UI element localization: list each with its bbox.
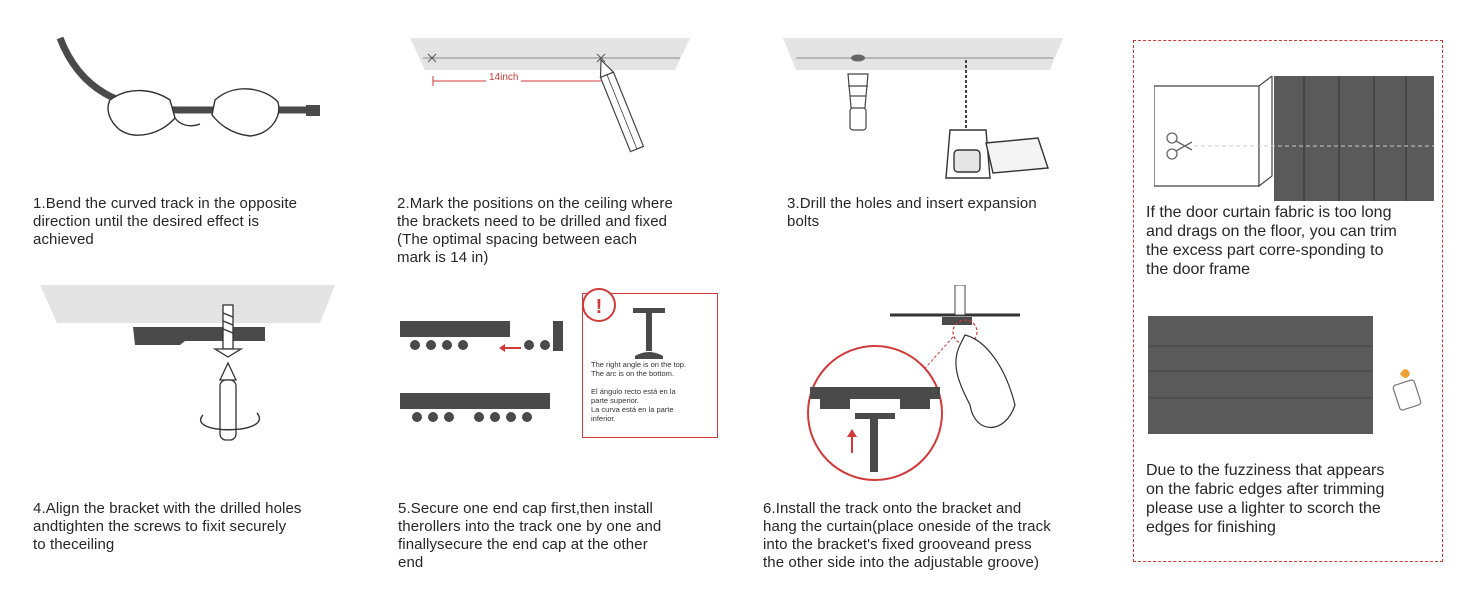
step5-illustration bbox=[395, 315, 575, 440]
step3-illustration bbox=[778, 38, 1068, 188]
drill-icon bbox=[946, 130, 1048, 178]
trimming-tips-box bbox=[1133, 40, 1443, 562]
expansion-bolt-icon bbox=[848, 74, 868, 130]
scorch-instructions: Due to the fuzziness that appears on the fabric edges after trimming please use a lighter to scorch the edges for finishing bbox=[1146, 462, 1385, 536]
t-bracket-icon bbox=[629, 308, 669, 360]
hand-icon bbox=[956, 335, 1015, 428]
step6-illustration bbox=[800, 285, 1050, 490]
step1-caption: 1.Bend the curved track in the opposite direction until the desired effect is achieved bbox=[33, 195, 298, 248]
step3-caption: 3.Drill the holes and insert expansion bolts bbox=[787, 195, 1037, 230]
step1-illustration bbox=[40, 30, 340, 180]
step2-caption: 2.Mark the positions on the ceiling where the brackets need to be drilled and fixed (The optimal spacing between each mark is 14 in) bbox=[397, 195, 673, 266]
trim-instructions: If the door curtain fabric is too long and drags on the floor, you can trim the excess part corre-sponding to the door frame bbox=[1146, 204, 1397, 278]
warning-text: The right angle is on the top. The arc is on the bottom. El ángulo recto está en la parte superior. La curva está en la parte inferior. bbox=[591, 360, 687, 423]
warning-badge: ! bbox=[582, 288, 616, 322]
lighter-icon bbox=[1393, 369, 1422, 411]
spacing-label: 14inch bbox=[486, 72, 521, 83]
step2-illustration bbox=[405, 38, 695, 168]
step5-caption: 5.Secure one end cap first,then install therollers into the track one by one and finallysecure the end cap at the other end bbox=[398, 500, 662, 571]
step6-caption: 6.Install the track onto the bracket and hang the curtain(place oneside of the track into the bracket's fixed grooveand press the other side into the adjustable groove) bbox=[763, 500, 1051, 571]
scorched-fabric-illustration bbox=[1148, 316, 1433, 446]
step4-illustration bbox=[35, 285, 345, 450]
step4-caption: 4.Align the bracket with the drilled holes andtighten the screws to fixit securely to theceiling bbox=[33, 500, 302, 553]
door-fabric-illustration bbox=[1154, 76, 1434, 206]
pencil-icon bbox=[595, 57, 644, 151]
screwdriver-icon bbox=[220, 363, 236, 440]
